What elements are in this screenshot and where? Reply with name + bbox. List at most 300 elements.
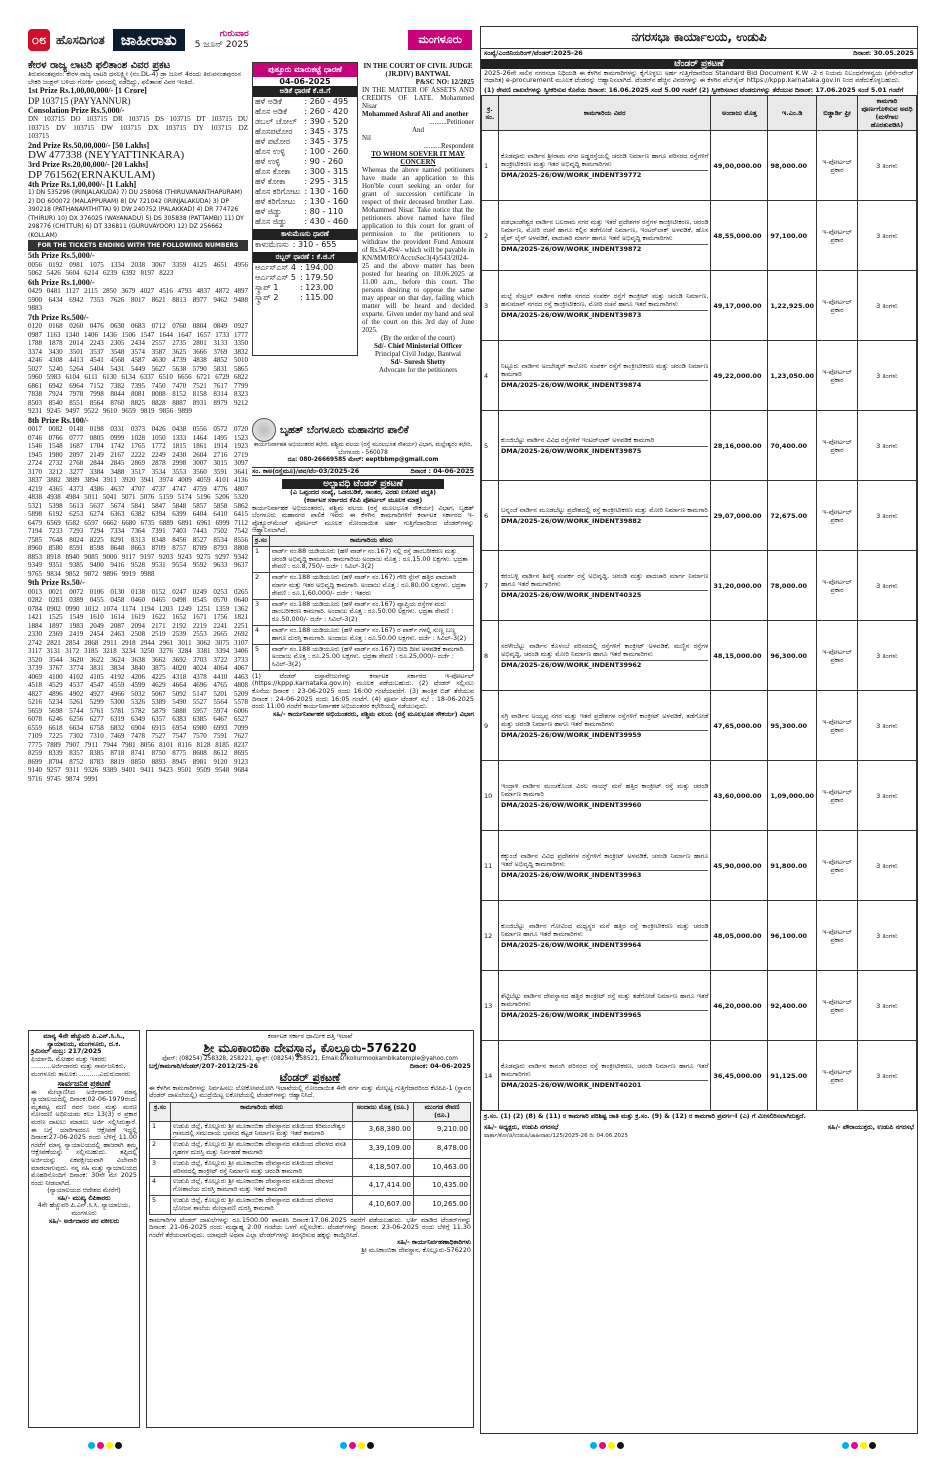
udupi-row-indent: DMA/2025-26/OW/WORK_INDENT39873 [501,310,708,319]
udupi-row-emd: 96,100.00 [768,901,817,971]
rate-value: : 260 - 495 [304,97,349,106]
udupi-row [482,691,917,761]
udupi-row-indent: DMA/2025-26/OW/WORK_INDENT39772 [501,170,708,179]
udupi-row-indent: DMA/2025-26/OW/WORK_INDENT40325 [501,590,708,599]
temple-row-no: 2 [150,1140,171,1159]
temple-row [150,1140,471,1159]
consolation-prize: Consolation Prize Rs.5,000/- [28,105,125,115]
udupi-row-fee: ಇ-ಪೋರ್ಟಲ್ ಪ್ರಕಾರ [817,621,858,691]
rates-date: 04-06-2025 [279,77,331,86]
udupi-title: ನಗರಸಭಾ ಕಾರ್ಯಾಲಯ, ಉಡುಪಿ [481,27,917,49]
udupi-row-desc [499,691,711,761]
bbmp-notice-sub: (ಎ ಒಪ್ಪಂದದ ಸಂಖ್ಯೆ, ಒಡಂಬಡಿಕೆ, ಸಾಂತರ, ಎರಡು ಲಕೋಟೆ ಪದ್ಧತಿ) [289,488,437,497]
udupi-row-emd: 78,000.00 [768,551,817,621]
bbmp-row-no: 3 [253,599,270,625]
udupi-row [482,411,917,481]
udupi-row-no: 6 [482,481,499,551]
court2-lines: ಫಿರ್ಯಾದಿ, ಮೋಹನ ಮತ್ತು ಇತರರು ..........ಅರ್ಜಿದಾರರು ಮತ್ತು ಸಾರ್ವಜನಿಕರು, ಮಂಗಳೂರು ತಾಲೂಕು ..........ಎದುರುದಾರರು [31,1054,131,1078]
udupi-row-amount: 46,20,000.00 [711,971,768,1041]
udupi-sign-right: ಸಹಿ/- ಪೌರಾಯುಕ್ತರು, ಉಡುಪಿ ನಗರಸಭೆ [827,1122,914,1131]
bbmp-row-no: 4 [253,625,270,644]
rate-row [253,117,350,127]
bbmp-col-work: ಕಾಮಗಾರಿಯ ಹೆಸರು [269,535,473,546]
third-ticket: DP 761562(ERNAKULAM) [28,168,156,181]
udupi-dates: (1) ಠೇವಣಿ ದಾಖಲೆಗಳನ್ನು ಸ್ವೀಕರಿಸುವ ಕೊನೆಯ ದಿನಾಂಕ: 16.06.2025 ಸಂಜೆ 5.00 ಗಂಟೆಗೆ (2) ಸ್ವೀಕರಿಸಲಾದ ಟೆಂಡರುಗಳನ್ನು ತೆರೆಯುವ ದಿನಾಂಕ: 17.06.2025 ಸಂಜೆ 5.01 ಗಂಟೆಗೆ [484,85,904,94]
ninth-prize: 9th Prize Rs.50/- [28,578,85,588]
udupi-row-desc-text: ಕುಂಜಿಬೆಟ್ಟು ವಾರ್ಡಿನ ವಿವಿಧ ರಸ್ತೆಗಳಿಗೆ ಇಂಟರ್‌ಲಾಕ್ ಅಳವಡಿಕೆ ಕಾಮಗಾರಿ [501,436,655,445]
udupi-row-no: 14 [482,1041,499,1111]
udupi-footer-ref: ವಾರ್ತಾ/ಕೋ/ಜಿ/ಉಡುಪಿ/ಜಾಹೀರಾತು/125/2025-26 ದಿ: 04.06.2025 [484,1132,629,1139]
temple-row-no: 4 [150,1177,171,1196]
fourth-list: 1) DN 535296 (IRINJALAKUDA) 7) DU 258068 (THIRUVANANTHAPURAM) 2) DO 600072 (MALAPPURAM) 8) DV 721042 (IRINJALAKUDA) 3) DP 390218 (PATHANAMTHITTA) 9) DW 240752 (PALAKKAD) 4) DR 774726 (THIRUR) 10) DX 376025 (WAYANADU) 5) DS 305838 (PATTAMBI) 11) DY 298776 (CHITTUR) 6) DT 336811 (GURUVAYOOR) 12) DZ 256662 (KOLLAM) [28,189,244,239]
second-ticket: DW 477338 (NEYYATTINKARA) [28,149,185,162]
bbmp-row [253,644,474,670]
udupi-row-desc-text: ಇಂದ್ರಾಳಿ ವಾರ್ಡಿನ ಮಂಚಕೊಂಡ ವಿಠಲ ನಾಯ್ಕ್ ಮನೆ ಹತ್ತಿರ ಕಾಂಕ್ರೀಟ್ ರಸ್ತೆ ಮತ್ತು ಚರಂಡಿ ನಿರ್ಮಾಣ ಕಾಮಗಾರಿ [501,782,709,799]
udupi-row-fee: ಇ-ಪೋರ್ಟಲ್ ಪ್ರಕಾರ [817,131,858,201]
rubber-title: ರಬ್ಬರ್ ಧಾರಣೆ : ಕೆ.ಜಿ.ಗೆ [253,252,357,263]
udupi-row-period: 3 ತಿಂಗಳು [858,201,917,271]
udupi-row-desc [499,901,711,971]
temple-row [150,1195,471,1214]
udupi-ref: ಸಂಖ್ಯೆ/ಎಂಜಿನಿಯರಿಂಗ್/ಟೆಂಡರ್:2025-26 [484,49,583,57]
udupi-row-emd: 96,300.00 [768,621,817,691]
udupi-row-fee: ಇ-ಪೋರ್ಟಲ್ ಪ್ರಕಾರ [817,271,858,341]
udupi-row [482,481,917,551]
udupi-row-amount: 49,17,000.00 [711,271,768,341]
udupi-row-emd: 97,100.00 [768,201,817,271]
issue-day: ಗುರುವಾರ [219,29,249,39]
temple-row-no: 5 [150,1195,171,1214]
rate-row [253,127,350,137]
rate-value: : 295 - 315 [304,177,349,186]
udupi-row-no: 12 [482,901,499,971]
udupi-row-fee: ಇ-ಪೋರ್ಟಲ್ ಪ್ರಕಾರ [817,761,858,831]
udupi-row-period: 3 ತಿಂಗಳು [858,1041,917,1111]
udupi-row-desc [499,761,711,831]
court-body: Whereas the above named petitioners have made an application to this Hon'ble court seeking an order for grant of succession certificate in respect of their deceased brother Late. Mohammed Nisar. Take notice that the petitioners above named have filed application to this court for grant of permission to the petitioners to withdraw the provident Fund Amount of Rs.54,494/- which will be payable in KN/MM/RO/AcctsSec3(4)/543/2024-25 and the above matter has been posted for hearing on 18.06.2025 at 11.00 a.m., before this court. The persons desiring to oppose the same may appear on that day, failing which matter will be heard and decided exparte. Given under my hand and seal of the court on this 3rd day of June 2025. [362,166,474,334]
udupi-row-emd: 72,675.00 [768,481,817,551]
udupi-row-desc-text: ಕರಂಬಳ್ಳಿ ವಾರ್ಡಿನ ಶಿವಳ್ಳಿ ಸಂಪರ್ಕ ರಸ್ತೆ ಅಭಿವೃದ್ಧಿ, ಚರಂಡಿ ಮತ್ತು ಪಾದಚಾರಿ ಮಾರ್ಗ ನಿರ್ಮಾಣ ಹಾಗೂ ಇತರೆ ಕಾಮಗಾರಿಗಳು [501,572,709,589]
udupi-row-desc [499,1041,711,1111]
bbmp-row-no: 1 [253,546,270,572]
temple-col-no: ಕ್ರ.ಸಂ [150,1102,171,1121]
udupi-row-period: 3 ತಿಂಗಳು [858,341,917,411]
temple-ref: ಬಗ್ಗೆ/ಕಾಮಗಾರಿ/ಟೆಂಡರ್/207-2012/25-26 [149,1062,259,1071]
udupi-row-indent: DMA/2025-26/OW/WORK_INDENT39960 [501,800,708,809]
udupi-row-period: 3 ತಿಂಗಳು [858,971,917,1041]
consolation-list: DN 103715 DO 103715 DR 103715 DS 103715 DT 103715 DU 103715 DV 103715 DW 103715 DX 103715 DY 103715 DZ 103715 [28,115,248,141]
seventh-prize: 7th Prize Rs.500/- [28,312,89,322]
pepper-title: ಕಾಳುಮೆಣಸು ಧಾರಣೆ [253,229,357,240]
udupi-row-desc [499,621,711,691]
rate-value: : 260 - 420 [304,107,349,116]
udupi-row-fee: ಇ-ಪೋರ್ಟಲ್ ಪ್ರಕಾರ [817,901,858,971]
udupi-row-emd: 1,09,000.00 [768,761,817,831]
udupi-note: ಕ್ರ.ಸಂ. (1) (2) (8) & (11) ರ ಕಾಮಗಾರಿ ಪರಿಶಿಷ್ಟ ಜಾತಿ ಮತ್ತು ಕ್ರ.ಸಂ. (9) & (12) ರ ಕಾಮಗಾರಿ ಪ್ರವರ್ಗ-I (ಎ) ಗೆ ಮೀಸಲಿರಿಸಲಾಗಿರುತ್ತದೆ. [484,1112,806,1121]
udupi-row [482,201,917,271]
udupi-row-desc-text: ಕಕ್ಕುಂಜೆ ವಾರ್ಡಿನ ವಿವಿಧ ಪ್ರದೇಶಗಳ ರಸ್ತೆಗಳಿಗೆ ಕಾಂಕ್ರೀಟ್ ಅಳವಡಿಕೆ, ಚರಂಡಿ ನಿರ್ಮಾಣ ಹಾಗೂ ಇತರೆ ಅಭಿವೃದ್ಧಿ ಕಾಮಗಾರಿಗಳು [501,852,709,869]
rate-value: : 90 - 260 [304,157,344,166]
temple-row [150,1121,471,1140]
sixth-list: 0429 0481 1127 2115 2850 3679 4027 4516 4793 4837 4872 4897 5900 6434 6942 7353 7626 8017 8621 8813 8977 9462 9488 9883 [28,287,248,313]
udupi-row-desc [499,271,711,341]
bbmp-row-no: 5 [253,644,270,670]
rate-value: : 345 - 375 [304,127,349,136]
udupi-sign-left: ಸಹಿ/- ಅಧ್ಯಕ್ಷರು, ಉಡುಪಿ ನಗರಸಭೆ [484,1122,559,1131]
bbmp-row [253,546,474,572]
temple-row-deposit: 9,210.00 [414,1121,471,1140]
rubber-name: ಆರ್ಎಸ್ಎಸ್ 4 [255,263,297,272]
udupi-row [482,271,917,341]
udupi-row-desc [499,201,711,271]
udupi-row-desc-text: ಕೊಡವೂರು ವಾರ್ಡಿನ ಕಾನಂಗಿ ಪರಿಸರದ ರಸ್ತೆ ಕಾಂಕ್ರೀಟೀಕರಣ, ಚರಂಡಿ ನಿರ್ಮಾಣ ಹಾಗೂ ಇತರೆ ಕಾಮಗಾರಿಗಳು [501,1062,709,1079]
rate-name: ಹಳೆ ಪಟೋರ [255,137,291,146]
rate-name: ಹಳೆ ಕೋಕಾ [255,177,286,186]
udupi-row-desc [499,481,711,551]
temple-row-text: ಉಡುಪಿ ಜಿಲ್ಲೆ, ಕೊಲ್ಲೂರು ಶ್ರೀ ಮೂಕಾಂಬಿಕಾ ದೇವಸ್ಥಾನದ ವತಿಯಿಂದ ದೇವಳದ ಗೋಶಾಲೆಯ ದುರಸ್ತಿ ಕಾಮಗಾರಿ ಮತ್ತು ಇತರೆ ಕಾಮಗಾರಿ [171,1177,353,1196]
udupi-row-desc-text: ಮಲ್ಪೆ ಸೆಂಟ್ರಲ್ ವಾರ್ಡಿನ ಗಣೇಶ ನಗರದ ಸಂಪರ್ಕ ರಸ್ತೆಗೆ ಕಾಂಕ್ರೀಟ್ ಮತ್ತು ಚರಂಡಿ ನಿರ್ಮಾಣ, ಹನುಮಾನ್ ನಗರದ ರಸ್ತೆ ಕಾಂಕ್ರೀಟೀಕರಣ, ಮೋರಿ ರಚನೆ ಹಾಗೂ ಇತರೆ ಕಾಮಗಾರಿಗಳು [501,292,709,309]
rate-value: : 390 - 520 [304,117,349,126]
bbmp-row-text: ವಾರ್ಡ್ ನಂ.188 ಯಡಿಯೂರು (ಹಳೆ ವಾರ್ಡ್ ನಂ.167) ಗೌರಿ ಸ್ಪೇಸ್ ಹತ್ತಿರ ಪಾದಚಾರಿ ಮಾರ್ಗ ಮತ್ತು ಇತರ ಅಭಿವೃದ್ಧಿ ಕಾಮಗಾರಿ. ಅಂದಾಜು ಮೊತ್ತ : ರೂ.80.00 ಲಕ್ಷಗಳು. ಭದ್ರತಾ ಠೇವಣಿ : ರೂ.1,60,000/- ದರ್ಜೆ : ಇತರರು [269,573,473,599]
fifth-list: 0056 0192 0981 1075 1334 2038 3067 3359 4125 4651 4956 5062 5426 5604 6214 6239 6392 8197 8223 [28,260,248,278]
bbmp-notice-title: ಅಲ್ಪಾವಧಿ ಟೆಂಡರ್ ಪ್ರಕಟಣೆ [282,479,444,489]
bbmp-row-no: 2 [253,573,270,599]
court2-heading: ಮಾನ್ಯ 4ನೇ ಹೆಚ್ಚುವರಿ ಪಿ.ಎನ್.ಸಿ.ಸಿ., ನ್ಯಾಯಾಲಯ, ಮಂಗಳೂರು, ದ.ಕ. [43,1032,125,1048]
udupi-notice: ಟೆಂಡರ್ ಪ್ರಕಟಣೆ [481,59,917,69]
udupi-col-emd: ಇ.ಎಂ.ಡಿ [768,96,817,131]
court-sign1: Sd/- Chief Ministerial Officer [373,342,463,350]
temple-sign: ಸಹಿ/- ಕಾರ್ಯನಿರ್ವಹಣಾಧಿಕಾರಿಗಳು [397,1238,471,1247]
rubber-row [253,283,335,293]
udupi-row-period: 3 ತಿಂಗಳು [858,901,917,971]
edition-city: ಮಂಗಳೂರು [408,30,472,50]
udupi-row-desc [499,551,711,621]
udupi-row [482,831,917,901]
udupi-table [481,95,917,1111]
bbmp-title: ಬೃಹತ್ ಬೆಂಗಳೂರು ಮಹಾನಗರ ಪಾಲಿಕೆ [280,424,409,436]
temple-row-amount: 3,68,380.00 [353,1121,414,1140]
udupi-row-desc-text: ವಡಭಾಂಡೇಶ್ವರ ವಾರ್ಡಿನ ಬಲರಾಮ ನಗರ ಮತ್ತು ಇತರೆ ಪ್ರದೇಶಗಳ ರಸ್ತೆಗಳ ಕಾಂಕ್ರೀಟೀಕರಣ, ಚರಂಡಿ ನಿರ್ಮಾಣ, ಮೋರಿ ರಚನೆ ಹಾಗೂ ಕಲ್ಲಿನ ತಡೆಗೋಡೆ ನಿರ್ಮಾಣ, ಇಂಟರ್‌ಲಾಕ್ ಅಳವಡಿಕೆ, ಹೊಸ ಪೈಪ್ ಲೈನ್ ಅಳವಡಿಕೆ, ಪಾದಚಾರಿ ಮಾರ್ಗ ಹಾಗೂ ಇತರೆ ಅಭಿವೃದ್ಧಿ ಕಾಮಗಾರಿಗಳು [501,218,709,243]
section-title: ಜಾಹೀರಾತು [113,29,185,51]
temple-col-amount: ಅಂದಾಜು ಮೊತ್ತ (ರೂ.) [353,1102,414,1121]
udupi-row-indent: DMA/2025-26/OW/WORK_INDENT39962 [501,660,708,669]
lottery-title: ಕೇರಳ ರಾಜ್ಯ ಲಾಟರಿ ಫಲಿತಾಂಶ ವಿವರ ಪ್ರಕಟ [28,60,171,71]
rate-row [253,97,350,107]
udupi-row-indent: DMA/2025-26/OW/WORK_INDENT39874 [501,380,708,389]
udupi-row-no: 3 [482,271,499,341]
rates-title: ಪುತ್ತೂರು ಮಾರುಕಟ್ಟೆ ಧಾರಣೆ [253,63,357,77]
udupi-row-no: 8 [482,621,499,691]
rate-name: ಹೊಸಪಟೋರ [255,127,293,136]
ninth-list: 0013 0021 0072 0106 0130 0138 0152 0247 0249 0253 0265 0282 0283 0389 0455 0458 0460 0465 0498 0545 0570 0640 0784 0902 0990 1012 1074 1174 1194 1203 1249 1251 1359 1362 1421 1525 1549 1610 1614 1619 1622 1652 1671 1756 1821 1884 1897 1983 2049 2087 2094 2171 2192 2219 2241 2251 2330 2369 2419 2454 2463 2508 2519 2539 2553 2665 2692 2742 2821 2854 2868 2911 2918 2944 2961 3011 3062 3075 3107 3117 3131 3172 3185 3218 3234 3250 3276 3284 3381 3394 3406 3520 3544 3620 3622 3624 3638 3662 3692 3703 3722 3733 3739 3767 3774 3831 3834 3840 3875 4020 4024 4064 4067 4069 4100 4102 4105 4192 4206 4225 4318 4378 4410 4463 4518 4529 4537 4547 4559 4599 4629 4664 4696 4765 4808 4827 4896 4902 4927 4966 5032 5067 5092 5147 5201 5209 5216 5234 5261 5299 5300 5326 5389 5490 5527 5564 5578 5659 5698 5744 5761 5781 5782 5879 5888 5957 5974 6006 6078 6246 6256 6277 6319 6349 6357 6383 6385 6467 6527 6559 6618 6634 6758 6832 6904 6915 6954 6980 6993 7099 7109 7225 7302 7310 7469 7478 7527 7547 7570 7591 7627 7775 7889 7907 7911 7944 7981 8056 8101 8116 8128 8185 8237 8259 8339 8357 8385 8718 8741 8750 8775 8608 8612 8695 8699 8704 8752 8783 8819 8850 8893 8945 8981 9120 9123 9140 9257 9311 9326 9389 9401 9411 9423 9501 9509 9548 9684 9716 9745 9874 9991 [28,587,248,783]
udupi-row-desc-text: ನಿಟ್ಟೂರು ವಾರ್ಡಿನ ಅಂಬೇಡ್ಕರ್ ಕಾಲೋನಿ ಸಂಪರ್ಕ ರಸ್ತೆಗೆ ಕಾಂಕ್ರೀಟೀಕರಣ ಮತ್ತು ಚರಂಡಿ ನಿರ್ಮಾಣ ಕಾಮಗಾರಿ [501,362,709,379]
rubber-name: ಆರ್ಎಸ್ಎಸ್ 5 [255,273,297,282]
udupi-row-desc [499,411,711,481]
udupi-row [482,551,917,621]
temple-row-deposit: 10,435.00 [414,1177,471,1196]
rate-row [253,177,350,187]
udupi-row-indent: DMA/2025-26/OW/WORK_INDENT39964 [501,940,708,949]
udupi-row-fee: ಇ-ಪೋರ್ಟಲ್ ಪ್ರಕಾರ [817,481,858,551]
udupi-row-no: 1 [482,131,499,201]
bbmp-row-text: ವಾರ್ಡ್ ನಂ.188 ಯಡಿಯೂರು (ಹಳೆ ವಾರ್ಡ್ ನಂ.167) ಬೀದಿ ದೀಪ ಅಳವಡಿಕೆ ಕಾಮಗಾರಿ. ಅಂದಾಜು ಮೊತ್ತ : ರೂ.25.00 ಲಕ್ಷಗಳು. ಭದ್ರತಾ ಠೇವಣಿ : ರೂ.25,000/- ದರ್ಜೆ : ಸಿವಿಲ್-3(2) [269,644,473,670]
paper-name: ಹೊಸದಿಗಂತ [56,32,105,47]
udupi-row-period: 3 ತಿಂಗಳು [858,621,917,691]
udupi-row-fee: ಇ-ಪೋರ್ಟಲ್ ಪ್ರಕಾರ [817,691,858,761]
rate-value: : 430 - 460 [304,217,349,226]
udupi-row-amount: 45,90,000.00 [711,831,768,901]
udupi-row-amount: 48,55,000.00 [711,201,768,271]
udupi-row-fee: ಇ-ಪೋರ್ಟಲ್ ಪ್ರಕಾರ [817,341,858,411]
udupi-row-desc-text: ಸಗ್ರಿ ವಾರ್ಡಿನ ಅಯ್ಯಪ್ಪ ನಗರ ಮತ್ತು ಇತರೆ ಪ್ರದೇಶಗಳ ರಸ್ತೆಗಳಿಗೆ ಕಾಂಕ್ರೀಟ್ ಅಳವಡಿಕೆ, ತಡೆಗೋಡೆ ಮತ್ತು ಚರಂಡಿ ನಿರ್ಮಾಣ ಹಾಗೂ ಇತರೆ ಕಾಮಗಾರಿಗಳು [501,712,709,729]
rate-row [253,207,350,217]
court2-sign4: ಸಹಿ/- ಅರ್ಜಿದಾರರ ಪರ ವಕೀಲರು [48,1216,120,1225]
udupi-row [482,1041,917,1111]
pepper-rate: : 310 - 655 [292,240,337,249]
rate-name: ಡಬಲ್ ಚೋಲ್ [255,117,297,126]
lottery-results [28,60,248,1020]
udupi-row-period: 3 ತಿಂಗಳು [858,691,917,761]
second-prize: 2nd Prize Rs.50,00,000/- [50 Lakhs] [28,140,150,150]
pepper-name: ಕಾಳುಮೆಣಸು [255,240,289,249]
udupi-row-amount: 48,05,000.00 [711,901,768,971]
court-case: P&SC NO: 12/2025 [415,78,474,86]
udupi-row-amount: 43,60,000.00 [711,761,768,831]
bbmp-footer: (1) ಟೆಂಡರ್ ದಸ್ತಾವೇಜುಗಳನ್ನು ಕರ್ನಾಟಕ ಸರ್ಕಾರದ ಇ-ಪೋರ್ಟಲ್ (https://kppp.karnataka.gov.in) ಮೂಲಕ ಪಡೆಯಬಹುದು. (2) ಟೆಂಡರ್ ಸಲ್ಲಿಸಲು ಕೊನೆಯ ದಿನಾಂಕ : 23-06-2025 ರಂದು 16:00 ಗಂಟೆಯವರೆಗೆ. (3) ತಾಂತ್ರಿಕ ಬಿಡ್ ತೆರೆಯುವ ದಿನಾಂಕ : 24-06-2025 ರಂದು 16:05 ಗಂಟೆಗೆ. (4) ಪೂರ್ವ ಟೆಂಡರ್ ಸಭೆ : 18-06-2025 ರಂದು 11:00 ಗಂಟೆಗೆ ಕಾರ್ಯನಿರ್ವಾಹಕ ಅಭಿಯಂತರರ ಕಛೇರಿಯಲ್ಲಿ ನಡೆಯುವುದು. [252,671,474,711]
rate-value: : 80 - 110 [304,207,344,216]
bbmp-row-text: ವಾರ್ಡ್ ನಂ.188 ಯಡಿಯೂರು (ಹಳೆ ವಾರ್ಡ್ ನಂ.167) ರ ಪಾರ್ಕ್ ಗಳಲ್ಲಿ ಸುಣ್ಣ ಬಣ್ಣ ಹಾಗೂ ದುರಸ್ತಿ ಕಾಮಗಾರಿ. ಅಂದಾಜು ಮೊತ್ತ : ರೂ.50.00 ಲಕ್ಷಗಳು. ದರ್ಜೆ : ಸಿವಿಲ್-3(2) [269,625,473,644]
court2-notice [28,1030,140,1428]
temple-row [150,1177,471,1196]
udupi-row-emd: 1,23,050.00 [768,341,817,411]
udupi-row-no: 11 [482,831,499,901]
bbmp-sign: ಸಹಿ/- ಕಾರ್ಯನಿರ್ವಾಹಕ ಅಭಿಯಂತರರು, ಪಶ್ಚಿಮ ವಲಯ (ರಸ್ತೆ ಮೂಲಭೂತ ಸೌಕರ್ಯ) ವಿಭಾಗ [272,709,474,718]
rate-name: ಹಳೆ ಕರಿಗೋಟು [255,197,296,206]
eighth-list: 0017 0082 0148 0198 0331 0373 0426 0438 0556 0572 0720 0746 0766 0777 0805 0999 1028 1050 1333 1464 1495 1523 1546 1548 1687 1704 1742 1765 1772 1815 1861 1914 1923 1945 1980 2097 2149 2167 2222 2249 2430 2604 2716 2719 2724 2732 2768 2844 2845 2869 2878 2998 3007 3015 3097 3170 3212 3277 3384 3488 3517 3534 3553 3560 3591 3641 3837 3882 3889 3894 3911 3920 3941 3974 4009 4059 4101 4136 4219 4365 4373 4386 4637 4707 4737 4747 4759 4776 4807 4838 4938 4984 5011 5041 5071 5076 5159 5174 5196 5206 5320 5321 5398 5613 5637 5674 5841 5847 5848 5857 5858 5862 5898 6192 6253 6274 6363 6382 6394 6399 6404 6410 6415 6479 6569 6582 6597 6662 6680 6735 6889 6891 6961 6999 7112 7194 7233 7293 7294 7334 7364 7391 7403 7443 7502 7542 7585 7648 8024 8225 8291 8313 8348 8456 8527 8534 8556 8960 8580 8591 8598 8648 8663 8709 8757 8789 8793 8808 8853 8918 8940 9085 9000 9117 9197 9203 9243 9275 9297 9342 9349 9351 9385 9400 9416 9528 9531 9554 9592 9633 9637 9765 9834 9852 9872 9896 9919 9988 [28,425,248,578]
third-prize: 3rd Prize Rs.20,00,000/- [20 Lakhs] [28,160,149,170]
rate-value: : 345 - 375 [304,137,349,146]
udupi-row-indent: DMA/2025-26/OW/WORK_INDENT39963 [501,870,708,879]
udupi-row-desc-text: ಕೊಡವೂರು ವಾರ್ಡಿನ ಶ್ರೀರಾಮ ನಗರ ಅಡ್ಡರಸ್ತೆಯಲ್ಲಿ ಚರಂಡಿ ನಿರ್ಮಾಣ ಹಾಗೂ ಪರಿಸರದ ರಸ್ತೆಗಳಿಗೆ ಕಾಂಕ್ರೀಟೀಕರಣ ಮತ್ತು ಇತರ ಅಭಿವೃದ್ಧಿ ಕಾಮಗಾರಿಗಳು [501,152,709,169]
temple-table [149,1102,471,1215]
temple-sign2: ಶ್ರೀ ಮೂಕಾಂಬಿಕಾ ದೇವಸ್ಥಾನ, ಕೊಲ್ಲೂರು-576220 [361,1245,471,1254]
udupi-row-period: 3 ತಿಂಗಳು [858,481,917,551]
udupi-col-period: ಕಾಮಗಾರಿ ಪೂರ್ಣಗೊಳಿಸುವ ಅವಧಿ (ಮಳೆಗಾಲ ಹೊರತುಪಡಿಸಿ) [858,96,917,131]
udupi-row-no: 10 [482,761,499,831]
udupi-row-desc-text: ಸರಳೇಬೆಟ್ಟು ವಾರ್ಡಿನ ಕೊಳಂಬೆ ಪರಿಸರದಲ್ಲಿ ರಸ್ತೆಗಳಿಗೆ ಕಾಂಕ್ರೀಟ್ ಅಳವಡಿಕೆ, ಮಣ್ಣಿನ ರಸ್ತೆಗಳ ಅಭಿವೃದ್ಧಿ, ಚರಂಡಿ ಮತ್ತು ಮೋರಿ ನಿರ್ಮಾಣ ಹಾಗೂ ಇತರೆ ಕಾಮಗಾರಿಗಳು [501,642,709,659]
temple-top: ಕರ್ನಾಟಕ ಸರ್ಕಾರ ಧಾರ್ಮಿಕ ದತ್ತಿ ಇಲಾಖೆ [267,1032,353,1040]
court-sign2b: Advocate for the petitioners [378,366,458,374]
rubber-name: ಸ್ಕ್ರಾಪ್ 2 [255,293,279,302]
udupi-row [482,621,917,691]
court-and: And [411,126,425,134]
court-matter: IN THE MATTER OF ASSETS AND CREDITS OF LATE. Mohammed Nisar [362,86,474,110]
rubber-table [253,263,335,303]
temple-col-work: ಕಾಮಗಾರಿಯ ಹೆಸರು [171,1102,353,1121]
udupi-row-amount: 48,15,000.00 [711,621,768,691]
udupi-row-no: 4 [482,341,499,411]
court-heading: IN THE COURT OF CIVIL JUDGE (JR.DIV) BANTWAL [363,62,473,78]
udupi-row-fee: ಇ-ಪೋರ್ಟಲ್ ಪ್ರಕಾರ [817,831,858,901]
temple-row-amount: 4,18,507.00 [353,1158,414,1177]
court-sign2: Sd/- Suresh Shetty [390,358,446,366]
bbmp-row [253,599,474,625]
court2-sign1: (ನ್ಯಾಯಾಲಯದ ಆದೇಶದ ಮೇರೆಗೆ) [47,1186,121,1195]
temple-notice-title: ಟೆಂಡರ್ ಪ್ರಕಟಣೆ [279,1070,341,1084]
first-ticket: DP 103715 (PAYYANNUR) [28,95,131,106]
udupi-row-desc [499,971,711,1041]
eighth-prize: 8th Prize Rs.100/- [28,415,89,425]
udupi-row-desc-text: ಶೆಟ್ಟಿಬೆಟ್ಟು ವಾರ್ಡಿನ ದೇವಸ್ಥಾನದ ಹತ್ತಿರ ಕಾಂಕ್ರೀಟ್ ರಸ್ತೆ ಮತ್ತು ತಡೆಗೋಡೆ ನಿರ್ಮಾಣ ಹಾಗೂ ಇತರೆ ಕಾಮಗಾರಿಗಳು [501,992,709,1009]
udupi-row-desc-text: ಬನ್ನಂಜೆ ವಾರ್ಡಿನ ಮೂಡಬೆಟ್ಟು ಪ್ರದೇಶದಲ್ಲಿ ರಸ್ತೆ ಕಾಂಕ್ರೀಟೀಕರಣ ಮತ್ತು ಮೋರಿ ನಿರ್ಮಾಣ ಕಾಮಗಾರಿ [501,506,708,515]
temple-row-amount: 4,17,414.00 [353,1177,414,1196]
bbmp-row [253,573,474,599]
rubber-row [253,293,335,303]
rate-row [253,187,350,197]
udupi-row-amount: 29,07,000.00 [711,481,768,551]
udupi-row [482,971,917,1041]
udupi-row-period: 3 ತಿಂಗಳು [858,831,917,901]
rate-value: : 300 - 315 [304,167,349,176]
rate-name: ಹೊಸ ಅಡಿಕೆ [255,107,287,116]
temple-row-amount: 3,39,109.00 [353,1140,414,1159]
color-registration-marks-center [340,1442,374,1449]
bbmp-row [253,625,474,644]
rate-row [253,147,350,157]
temple-footer: ಕಾಮಗಾರಿಗಳ ಟೆಂಡರ್ ದಾಖಲೆಗಳನ್ನು ರೂ.1500.00 ಪಾವತಿಸಿ ದಿನಾಂಕ:17.06.2025 ರವರೆಗೆ ಪಡೆಯಬಹುದು. ಭರ್ತಿ ಮಾಡಿದ ಟೆಂಡರ್‌ಗಳನ್ನು ದಿನಾಂಕ: 21-06-2025 ರಂದು ಮಧ್ಯಾಹ್ನ 2.00 ಗಂಟೆಯ ಒಳಗೆ ಸಲ್ಲಿಸಬೇಕು. ಟೆಂಡರ್‌ಗಳನ್ನು ದಿನಾಂಕ: 23-06-2025 ರಂದು ಬೆಳಿಗ್ಗೆ 11.30 ಗಂಟೆಗೆ ತೆರೆಯಲಾಗುವುದು. ಯಾವುದೇ ಅಥವಾ ಎಲ್ಲಾ ಟೆಂಡರ್‌ಗಳನ್ನು ತಿರಸ್ಕರಿಸುವ ಹಕ್ಕನ್ನು ಕಾಯ್ದಿರಿಸಿದೆ. [149,1215,471,1239]
court-petitioner-label: ..........Petitioner [429,118,474,126]
rubber-row [253,273,335,283]
temple-tender [146,1030,474,1428]
udupi-row-indent: DMA/2025-26/OW/WORK_INDENT39959 [501,730,708,739]
udupi-row-period: 3 ತಿಂಗಳು [858,551,917,621]
temple-row-deposit: 10,265.00 [414,1195,471,1214]
udupi-row-amount: 36,45,000.00 [711,1041,768,1111]
rate-row [253,167,350,177]
bbmp-phone: ದೂ: 080-26669585 ಮೇಲ್: eeptbbmp@gmail.com [287,457,439,464]
udupi-row-no: 5 [482,411,499,481]
issue-date [195,29,249,51]
udupi-row-indent: DMA/2025-26/OW/WORK_INDENT39872 [501,244,708,253]
bbmp-row-text: ವಾರ್ಡ್ ನಂ.88 ಯಡಿಯೂರು (ಹಳೆ ವಾರ್ಡ್ ನಂ.167) ನಲ್ಲಿ ರಸ್ತೆ ಡಾಂಬರೀಕರಣ ಮತ್ತು ಚರಂಡಿ ಅಭಿವೃದ್ಧಿ ಕಾಮಗಾರಿ. ಕಾಮಗಾರಿಯ ಅಂದಾಜು ಮೊತ್ತ : ರೂ.15.00 ಲಕ್ಷಗಳು. ಭದ್ರತಾ ಠೇವಣಿ : ರೂ.8,750/- ದರ್ಜೆ : ಸಿವಿಲ್-3(2) [269,546,473,572]
temple-row-text: ಉಡುಪಿ ಜಿಲ್ಲೆ, ಕೊಲ್ಲೂರು ಶ್ರೀ ಮೂಕಾಂಬಿಕಾ ದೇವಸ್ಥಾನದ ವತಿಯಿಂದ ದೇವಳದ ವಸತಿ ಗೃಹಗಳ ದುರಸ್ತಿ ಮತ್ತು ನಿರ್ವಹಣೆ ಕಾಮಗಾರಿ [171,1140,353,1159]
bbmp-notice-sub2: (ಕರ್ನಾಟಕ ಸರ್ಕಾರದ ಕೆಪಿಪಿ ಪೋರ್ಟಲ್ ಮೂಲಕ ಮಾತ್ರ) [303,495,423,504]
udupi-row-indent: DMA/2025-26/OW/WORK_INDENT39882 [501,516,708,525]
rate-name: ಹೊಸ ಜಿಡ್ಡು [255,217,287,226]
arecanut-table [253,97,350,227]
udupi-row [482,901,917,971]
color-registration-marks-right [842,1442,876,1449]
temple-col-deposit: ಮುಂಗಡ ಠೇವಣಿ (ರೂ.) [414,1102,471,1121]
page-number: ೦೮ [28,29,50,51]
udupi-row-no: 13 [482,971,499,1041]
masthead [28,26,472,54]
rubber-value: : 179.50 [300,273,334,282]
udupi-row-amount: 49,00,000.00 [711,131,768,201]
issue-date-text: 5 ಜೂನ್ 2025 [194,40,249,50]
udupi-row-amount: 47,65,000.00 [711,691,768,761]
udupi-row [482,761,917,831]
temple-contact: ಫೋನ್: (08254) 258328, 258221, ಫ್ಯಾಕ್ಸ್: (08254) 258521, Email:srikollurmookambikatemple@yahoo.com [162,1055,458,1062]
temple-row-text: ಉಡುಪಿ ಜಿಲ್ಲೆ, ಕೊಲ್ಲೂರು ಶ್ರೀ ಮೂಕಾಂಬಿಕಾ ದೇವಸ್ಥಾನದ ವತಿಯಿಂದ ದೇವಳದ ಪರಿಸರದಲ್ಲಿ ಕಾಂಕ್ರೀಟ್ ರಸ್ತೆ ನಿರ್ಮಾಣ ಮತ್ತು ಚರಂಡಿ ಕಾಮಗಾರಿ [171,1158,353,1177]
pepper-table [253,240,338,250]
temple-row-deposit: 8,478.00 [414,1140,471,1159]
udupi-row-emd: 1,22,925.00 [768,271,817,341]
ending-note: FOR THE TICKETS ENDING WITH THE FOLLOWING NUMBERS [28,240,248,251]
udupi-row [482,131,917,201]
udupi-row-fee: ಇ-ಪೋರ್ಟಲ್ ಪ್ರಕಾರ [817,971,858,1041]
udupi-row-period: 3 ತಿಂಗಳು [858,761,917,831]
temple-row-no: 1 [150,1121,171,1140]
udupi-row-period: 3 ತಿಂಗಳು [858,271,917,341]
udupi-date: ದಿನಾಂಕ: 30.05.2025 [853,49,914,57]
seventh-list: 0120 0168 0260 0476 0630 0683 0712 0760 0804 0849 0927 0987 1163 1340 1406 1436 1506 1547 1644 1647 1657 1733 1777 1788 1878 2014 2243 2305 2434 2557 2735 2801 3133 3350 3374 3430 3501 3537 3548 3574 3587 3625 3666 3769 3832 4246 4308 4413 4541 4568 4587 4630 4739 4838 4852 5010 5027 5240 5264 5404 5431 5449 5627 5638 5790 5831 5865 5960 5983 6104 6111 6130 6134 6337 6510 6656 6721 6729 6822 6861 6942 6964 7152 7382 7395 7450 7470 7521 7617 7799 7838 7924 7978 7998 8044 8081 8088 8152 8158 8314 8323 8503 8540 8551 8564 8760 8825 8828 8887 8931 8979 9212 9231 9245 9497 9522 9610 9659 9819 9856 9899 [28,322,248,416]
udupi-row-desc [499,341,711,411]
rate-row [253,197,350,207]
udupi-col-fee: ಬಿಡ್ಡಾರ್ಡಿ ಫ್ರೀ [817,96,858,131]
rate-name: ಹೊಸ ಉಳ್ಳಿ [255,147,286,156]
rate-row [253,217,350,227]
udupi-row-emd: 98,000.00 [768,131,817,201]
court-respondent-label: ..........Respondent [423,142,474,150]
rubber-name: ಸ್ಕ್ರಾಪ್ 1 [255,283,279,292]
temple-row [150,1158,471,1177]
temple-row-text: ಉಡುಪಿ ಜಿಲ್ಲೆ, ಕೊಲ್ಲೂರು ಶ್ರೀ ಮೂಕಾಂಬಿಕಾ ದೇವಸ್ಥಾನದ ವತಿಯಿಂದ ಕಿರಿಮಂಜೇಶ್ವರ ಗ್ರಾಮದಲ್ಲಿ ಸಮುದಾಯ ಭವನದ ಕಟ್ಟಡ ನಿರ್ಮಾಣ ಮತ್ತು ಇತರೆ ಕಾಮಗಾರಿ [171,1121,353,1140]
udupi-row-fee: ಇ-ಪೋರ್ಟಲ್ ಪ್ರಕಾರ [817,201,858,271]
bbmp-ref-date: ದಿನಾಂಕ : 04-06-2025 [410,466,474,475]
udupi-row-amount: 31,20,000.00 [711,551,768,621]
fifth-prize: 5th Prize Rs.5,000/- [28,251,95,261]
rate-value: : 130 - 160 [304,197,349,206]
bbmp-intro: ಕಾರ್ಯನಿರ್ವಾಹಕ ಅಭಿಯಂತರರು, ಪಶ್ಚಿಮ ವಲಯ (ರಸ್ತೆ ಮೂಲಭೂತ ಸೌಕರ್ಯ) ವಿಭಾಗ, ಬೃಹತ್ ಬೆಂಗಳೂರು ಮಹಾನಗರ ಪಾಲಿಕೆ ಇವರು ಈ ಕೆಳಗಿನ ಕಾಮಗಾರಿಗಳಿಗೆ ಕರ್ನಾಟಕ ಸರ್ಕಾರದ ಇ-ಪ್ರೊಕ್ಯೂರ್‌ಮೆಂಟ್ ಪೋರ್ಟಲ್ ಮೂಲಕ ನೋಂದಾಯಿತ ಅರ್ಹ ಗುತ್ತಿಗೆದಾರರಿಂದ ಟೆಂಡರ್‌ಗಳನ್ನು ಆಹ್ವಾನಿಸಲಾಗಿದೆ. [252,503,474,535]
udupi-intro: 2025-26ನೇ ಸಾಲಿನ ನಗರಸಭಾ ನಿಧಿಯಡಿ ಈ ಕೆಳಗಿನ ಕಾಮಗಾರಿಗಳನ್ನು ಕೈಗೊಳ್ಳಲು ಅರ್ಹ ಗುತ್ತಿಗೆದಾರರಿಂದ Standard Bid Document K.W -2 ರ ನಿಯಮ ನಿಬಂಧನೆಗಳನ್ವಯ (ಪೆರ್ಸೆಂಟೇಜ್ ಆಧಾರಿತ) e-procurement ಮೂಲಕ ಟೆಂಡರನ್ನು ಆಹ್ವಾನಿಸಲಾಗಿದೆ. ಟೆಂಡರ್‌ನ ಹೆಚ್ಚಿನ ವಿವರಗಳನ್ನು ಈ ಕೆಳಗಿನ ವೆಬ್‌ಸೈಟ್ https://kppp.karnataka.gov.in ನಿಂದ ಪಡೆದುಕೊಳ್ಳಬಹುದು. [484,68,914,85]
udupi-tender [480,26,918,1434]
rate-name: ಹಳೆ ಅಡಿಕೆ [255,97,282,106]
bbmp-ref: ಸಂ. ಕಾಅ(ರಸ್ತೆಮೂ)/ಪವ/ಟೆಂ-03/2025-26 [252,466,360,475]
bbmp-row-text: ವಾರ್ಡ್ ನಂ.188 ಯಡಿಯೂರು (ಹಳೆ ವಾರ್ಡ್ ನಂ.167) ವ್ಯಾಪ್ತಿಯ ರಸ್ತೆಗಳ ಮರು ಡಾಂಬರೀಕರಣ ಕಾಮಗಾರಿ. ಅಂದಾಜು ಮೊತ್ತ : ರೂ.50.00 ಲಕ್ಷಗಳು. ಭದ್ರತಾ ಠೇವಣಿ : ರೂ.50,000/- ದರ್ಜೆ : ಸಿವಿಲ್-3(2) [269,599,473,625]
bbmp-table [252,535,474,671]
fourth-prize: 4th Prize Rs.1,00,000/- [1 Lakh] [28,179,137,189]
color-registration-marks-left [88,1442,122,1449]
udupi-row-period: 3 ತಿಂಗಳು [858,411,917,481]
rubber-value: : 123.00 [300,283,334,292]
market-rates [252,62,358,356]
court2-sign2: ಸಹಿ/- ಮುಖ್ಯ ಲಿಪಿಕಾರರು [57,1193,111,1202]
rate-name: ಹಳೆ ಜಿಡ್ಡು [255,207,282,216]
first-prize: 1st Prize Rs.1,00,00,000/- [1 Crore] [28,86,147,96]
rubber-row [253,263,335,273]
rate-value: : 100 - 260 [304,147,349,156]
bbmp-office: ಕಾರ್ಯನಿರ್ವಾಹಕ ಅಭಿಯಂತರರ ಕಛೇರಿ, ಪಶ್ಚಿಮ ವಲಯ (ರಸ್ತೆ ಮೂಲಭೂತ ಸೌಕರ್ಯ) ವಿಭಾಗ, ಮಲ್ಲೇಶ್ವರಂ ಕಛೇರಿ, ಬೆಂಗಳೂರು - 560078 [253,442,473,456]
rubber-value: : 115.00 [300,293,334,302]
court-sign1b: Principal Civil Judge, Bantwal [375,350,461,358]
rubber-value: : 194.00 [300,263,334,272]
udupi-col-no: ಕ್ರ. ಸಂ. [482,96,499,131]
temple-title: ಶ್ರೀ ಮೂಕಾಂಬಿಕಾ ದೇವಸ್ಥಾನ, ಕೊಲ್ಲೂರು-576220 [203,1040,417,1055]
court2-sign3: 4ನೇ ಹೆಚ್ಚುವರಿ ಪಿ.ಎನ್.ಸಿ.ಸಿ. ನ್ಯಾಯಾಲಯ, ಮಂಗಳೂರು [37,1201,131,1218]
temple-row-text: ಉಡುಪಿ ಜಿಲ್ಲೆ, ಕೊಲ್ಲೂರು ಶ್ರೀ ಮೂಕಾಂಬಿಕಾ ದೇವಸ್ಥಾನದ ವತಿಯಿಂದ ದೇವಳದ ಭೋಜನ ಶಾಲೆಯ ಮೇಲ್ಛಾವಣಿ ದುರಸ್ತಿ ಕಾಮಗಾರಿ [171,1195,353,1214]
rate-value: : 130 - 160 [304,187,349,196]
udupi-row-fee: ಇ-ಪೋರ್ಟಲ್ ಪ್ರಕಾರ [817,1041,858,1111]
udupi-row-desc-text: ಕುಂಜಿಬೆಟ್ಟು ವಾರ್ಡಿನ ಗೋವಿಂದ ಮಧ್ಯಸ್ಥರ ಮನೆ ಹತ್ತಿರ ರಸ್ತೆ ಕಾಂಕ್ರೀಟೀಕರಣ ಮತ್ತು ಚರಂಡಿ ನಿರ್ಮಾಣ ಹಾಗೂ ಇತರೆ ಕಾಮಗಾರಿಗಳು [501,922,709,939]
udupi-col-amount: ಅಂದಾಜು ಮೊತ್ತ [711,96,768,131]
court-notice [362,62,474,414]
court-petitioner: Mohammed Ashraf Ali and another [362,110,469,118]
rate-name: ಹಳೆ ಉಳ್ಳಿ [255,157,281,166]
court2-notice-title: ಸಾರ್ವಜನಿಕ ಪ್ರಕಟಣೆ [57,1078,111,1088]
rate-row [253,137,350,147]
temple-row-no: 3 [150,1158,171,1177]
